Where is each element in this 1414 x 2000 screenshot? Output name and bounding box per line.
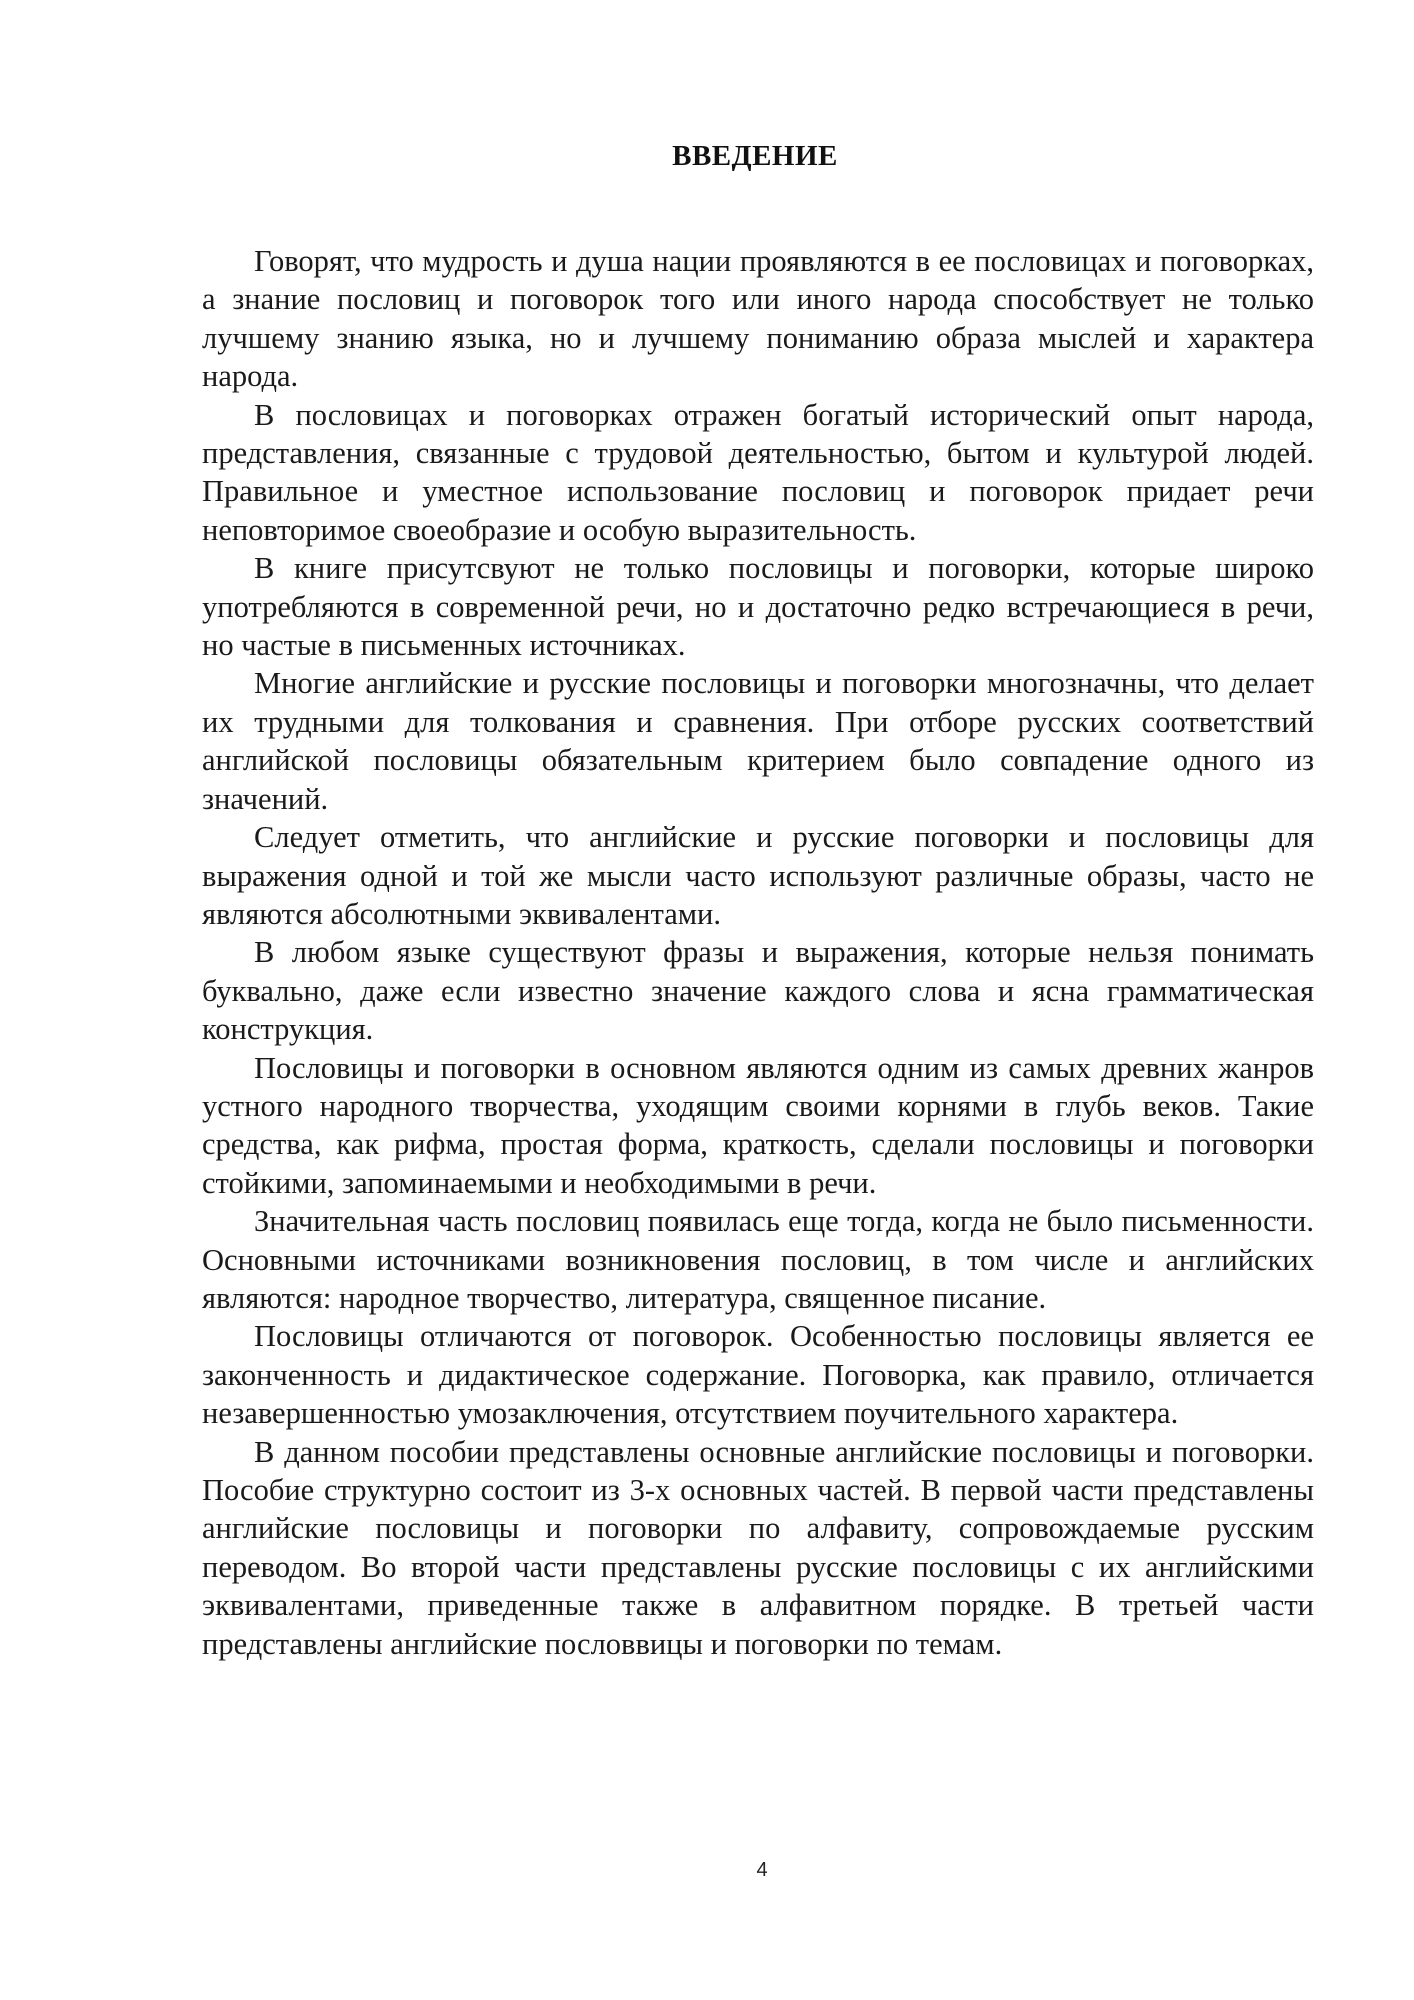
paragraph: Следует отметить, что английские и русские поговорки и пословицы для выражения одной и той же мысли часто используют различные образы, часто не являются абсолютными эквивалентами. bbox=[202, 820, 1314, 931]
body-text bbox=[202, 242, 1314, 1663]
page-number: 4 bbox=[756, 1859, 768, 1881]
page-title: ВВЕДЕНИЕ bbox=[672, 140, 838, 172]
paragraph: Значительная часть пословиц появилась еще тогда, когда не было письменности. Основными источниками возникновения пословиц, в том числе и английских являются: народное творчество, литература, священное писание. bbox=[202, 1204, 1314, 1315]
paragraph: В пословицах и поговорках отражен богатый исторический опыт народа, представления, связанные с трудовой деятельностью, бытом и культурой людей. Правильное и уместное использование пословиц и поговорок придает речи неповторимое своеобразие и особую выразительность. bbox=[202, 397, 1314, 547]
paragraph: Пословицы отличаются от поговорок. Особенностью пословицы является ее законченность и дидактическое содержание. Поговорка, как правило, отличается незавершенностью умозаключения, отсутствием поучительного характера. bbox=[202, 1319, 1314, 1431]
paragraph: Многие английские и русские пословицы и поговорки многозначны, что делает их трудными для толкования и сравнения. При отборе русских соответствий английской пословицы обязательным критерием было совпадение одного из значений. bbox=[202, 666, 1314, 816]
paragraph: В книге присутсвуют не только пословицы и поговорки, которые широко употребляются в современной речи, но и достаточно редко встречающиеся в речи, но частые в письменных источниках. bbox=[202, 551, 1314, 663]
paragraph: В любом языке существуют фразы и выражения, которые нельзя понимать буквально, даже если известно значение каждого слова и ясна грамматическая конструкция. bbox=[202, 935, 1314, 1047]
paragraph: Пословицы и поговорки в основном являются одним из самых древних жанров устного народного творчества, уходящим своими корнями в глубь веков. Такие средства, как рифма, простая форма, краткость, сделали пословицы и поговорки стойкими, запоминаемыми и необходимыми в речи. bbox=[202, 1050, 1314, 1200]
paragraph: Говорят, что мудрость и душа нации проявляются в ее пословицах и поговорках, а знание пословиц и поговорок того или иного народа способствует не только лучшему знанию языка, но и лучшему пониманию образа мыслей и характера народа. bbox=[202, 244, 1314, 394]
paragraph: В данном пособии представлены основные английские пословицы и поговорки. Пособие структурно состоит из 3-х основных частей. В первой части представлены английские пословицы и поговорки по алфавиту, сопровождаемые русским переводом. Во второй части представлены русские пословицы с их английскими эквивалентами, приведенные также в алфавитном порядке. В третьей части представлены английские пословвицы и поговорки по темам. bbox=[202, 1434, 1314, 1661]
